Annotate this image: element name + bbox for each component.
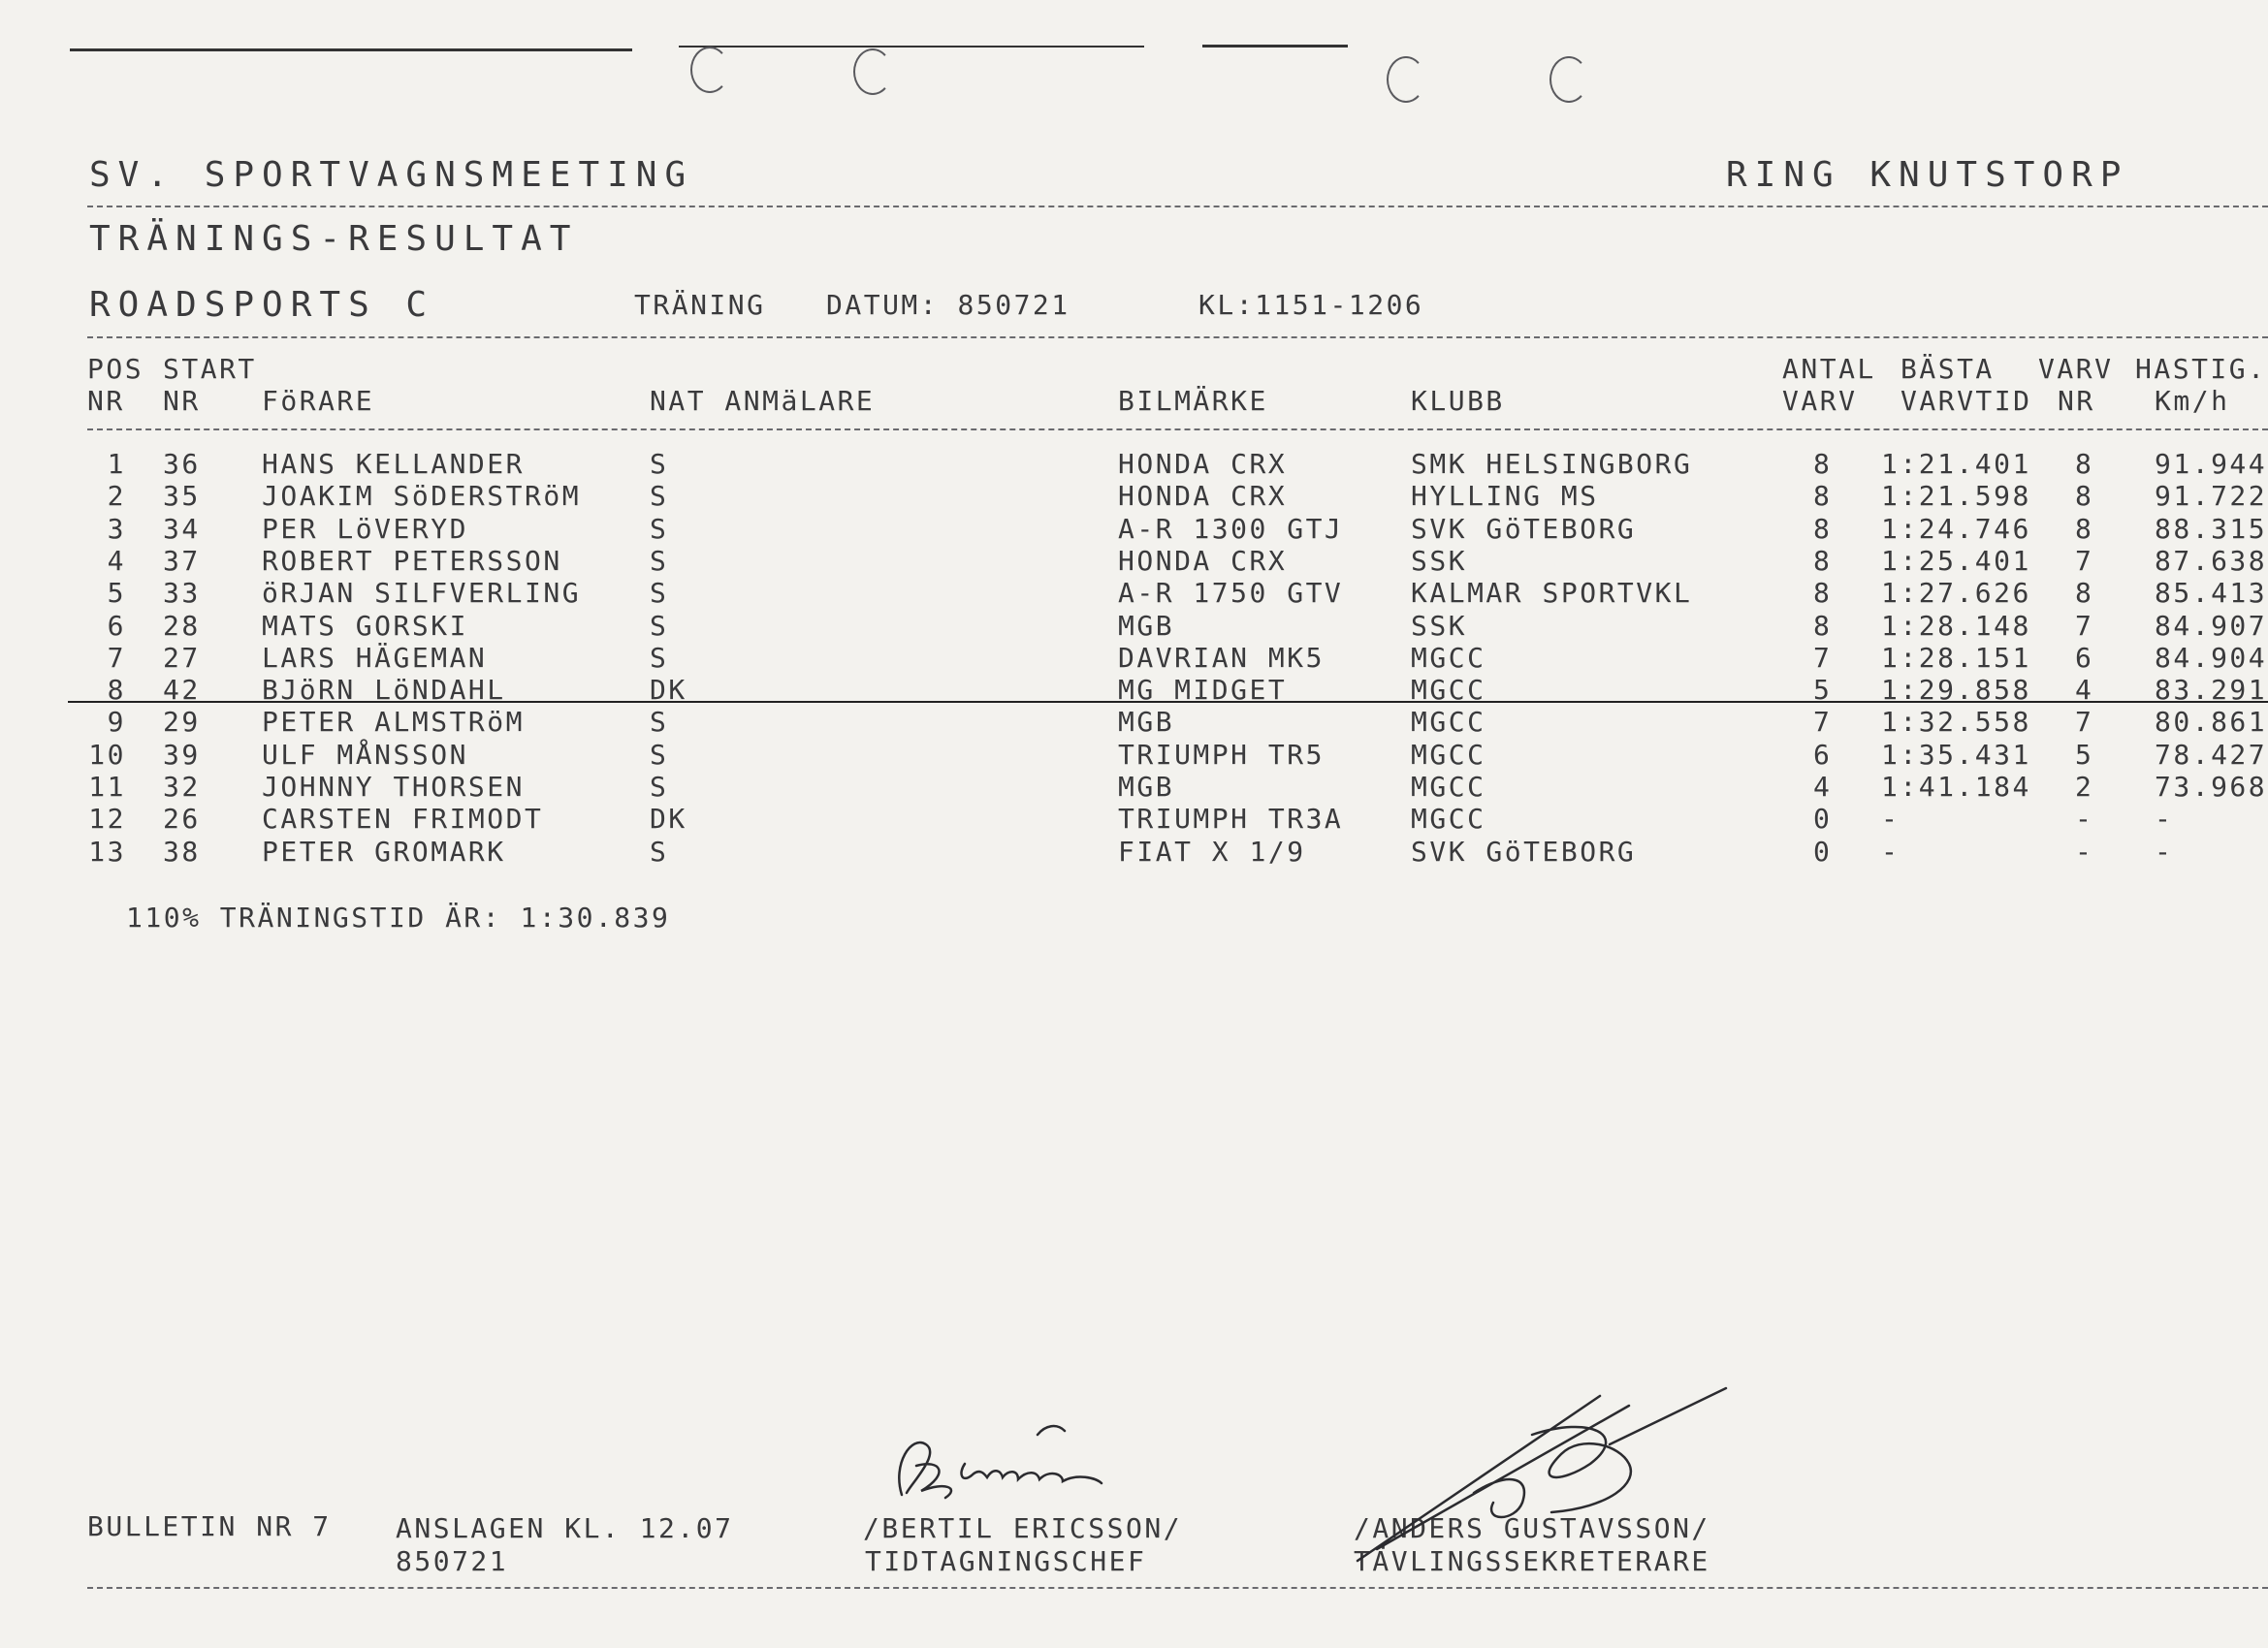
cell-best: 1:29.858 xyxy=(1881,674,2031,707)
col-pos-bottom: NR xyxy=(87,385,125,417)
signatory-2-role: TÄVLINGSSEKRETERARE xyxy=(1354,1545,1710,1577)
cell-speed: 84.907 xyxy=(2155,609,2268,642)
col-lapno-bottom: NR xyxy=(2058,385,2095,417)
cell-laps: 8 xyxy=(1813,512,1833,545)
qualification-note: 110% TRÄNINGSTID ÄR: 1:30.839 xyxy=(126,902,671,934)
cell-start: 39 xyxy=(163,738,201,771)
cell-nat: S xyxy=(650,512,669,545)
signature-2 xyxy=(1338,1377,1745,1570)
cell-laps: 8 xyxy=(1813,480,1833,513)
cell-car: MGB xyxy=(1118,609,1175,642)
cell-start: 37 xyxy=(163,544,201,577)
cell-driver: ULF MÅNSSON xyxy=(262,738,468,771)
cell-laps: 6 xyxy=(1813,738,1833,771)
cell-start: 32 xyxy=(163,771,201,803)
cell-club: HYLLING MS xyxy=(1411,480,1599,513)
cell-speed: 80.861 xyxy=(2155,706,2268,739)
cell-car: DAVRIAN MK5 xyxy=(1118,641,1325,674)
col-start-top: START xyxy=(163,353,257,385)
cell-start: 34 xyxy=(163,512,201,545)
cell-nat: DK xyxy=(650,674,687,707)
punch-hole-4 xyxy=(1549,56,1588,103)
punch-hole-3 xyxy=(1387,56,1425,103)
cell-car: MGB xyxy=(1118,706,1175,739)
cell-driver: ROBERT PETERSSON xyxy=(262,544,562,577)
cell-nat: S xyxy=(650,641,669,674)
cell-pos: 7 xyxy=(107,641,126,674)
cell-nat: S xyxy=(650,771,669,803)
cell-lap: 8 xyxy=(2075,448,2094,480)
cell-lap: 5 xyxy=(2075,738,2094,771)
cell-start: 27 xyxy=(163,641,201,674)
cell-nat: S xyxy=(650,544,669,577)
cell-laps: 8 xyxy=(1813,448,1833,480)
cell-car: HONDA CRX xyxy=(1118,544,1288,577)
cell-driver: JOAKIM SöDERSTRöM xyxy=(262,480,582,513)
col-laps-top: ANTAL xyxy=(1782,353,1876,385)
cell-start: 36 xyxy=(163,448,201,480)
cell-pos: 5 xyxy=(107,577,126,610)
posted-time: ANSLAGEN KL. 12.07 xyxy=(396,1512,734,1544)
top-edge-rule-left xyxy=(70,48,632,51)
bulletin-number: BULLETIN NR 7 xyxy=(87,1510,332,1542)
cell-driver: CARSTEN FRIMODT xyxy=(262,803,544,836)
cell-driver: JOHNNY THORSEN xyxy=(262,771,526,803)
signatory-1-role: TIDTAGNINGSCHEF xyxy=(865,1545,1147,1577)
col-driver: FöRARE xyxy=(262,385,375,417)
cell-pos: 4 xyxy=(107,544,126,577)
cell-start: 42 xyxy=(163,674,201,707)
cell-start: 35 xyxy=(163,480,201,513)
class-name: ROADSPORTS C xyxy=(89,285,435,325)
cell-nat: DK xyxy=(650,803,687,836)
cell-driver: BJöRN LöNDAHL xyxy=(262,674,506,707)
cell-lap: - xyxy=(2075,803,2094,836)
divider-1 xyxy=(87,206,2268,207)
cell-club: MGCC xyxy=(1411,641,1486,674)
cell-club: SSK xyxy=(1411,609,1468,642)
cell-best: 1:27.626 xyxy=(1881,577,2031,610)
cell-laps: 4 xyxy=(1813,771,1833,803)
cell-best: 1:28.148 xyxy=(1881,609,2031,642)
cell-club: MGCC xyxy=(1411,674,1486,707)
cell-best: - xyxy=(1881,803,1901,836)
cell-nat: S xyxy=(650,448,669,480)
cell-laps: 0 xyxy=(1813,803,1833,836)
qualification-cut-line xyxy=(68,701,2268,703)
cell-laps: 7 xyxy=(1813,706,1833,739)
cell-car: MGB xyxy=(1118,771,1175,803)
col-club: KLUBB xyxy=(1411,385,1505,417)
cell-pos: 6 xyxy=(107,609,126,642)
cell-speed: 73.968 xyxy=(2155,771,2268,803)
cell-nat: S xyxy=(650,609,669,642)
cell-club: SVK GöTEBORG xyxy=(1411,512,1637,545)
col-best-bottom: VARVTID xyxy=(1901,385,2032,417)
cell-best: 1:32.558 xyxy=(1881,706,2031,739)
cell-lap: 8 xyxy=(2075,512,2094,545)
cell-pos: 1 xyxy=(107,448,126,480)
cell-speed: 85.413 xyxy=(2155,577,2268,610)
cell-lap: - xyxy=(2075,835,2094,868)
signatory-1-name: /BERTIL ERICSSON/ xyxy=(863,1512,1183,1544)
divider-3 xyxy=(87,428,2268,430)
col-speed-top: HASTIG. xyxy=(2135,353,2267,385)
cell-best: 1:21.401 xyxy=(1881,448,2031,480)
col-car: BILMÄRKE xyxy=(1118,385,1268,417)
cell-lap: 8 xyxy=(2075,577,2094,610)
cell-pos: 10 xyxy=(88,738,126,771)
cell-best: 1:41.184 xyxy=(1881,771,2031,803)
cell-speed: 78.427 xyxy=(2155,738,2268,771)
cell-driver: PETER GROMARK xyxy=(262,835,506,868)
cell-lap: 7 xyxy=(2075,544,2094,577)
cell-speed: - xyxy=(2155,803,2174,836)
event-title: SV. SPORTVAGNSMEETING xyxy=(89,155,694,195)
cell-lap: 7 xyxy=(2075,706,2094,739)
cell-start: 26 xyxy=(163,803,201,836)
cell-lap: 6 xyxy=(2075,641,2094,674)
cell-laps: 8 xyxy=(1813,577,1833,610)
cell-nat: S xyxy=(650,706,669,739)
cell-pos: 3 xyxy=(107,512,126,545)
cell-club: SSK xyxy=(1411,544,1468,577)
cell-club: KALMAR SPORTVKL xyxy=(1411,577,1693,610)
cell-laps: 5 xyxy=(1813,674,1833,707)
cell-car: HONDA CRX xyxy=(1118,480,1288,513)
cell-pos: 9 xyxy=(107,706,126,739)
cell-speed: 87.638 xyxy=(2155,544,2268,577)
cell-best: 1:35.431 xyxy=(1881,738,2031,771)
cell-start: 33 xyxy=(163,577,201,610)
cell-car: A-R 1750 GTV xyxy=(1118,577,1344,610)
cell-club: MGCC xyxy=(1411,738,1486,771)
cell-pos: 12 xyxy=(88,803,126,836)
cell-pos: 2 xyxy=(107,480,126,513)
punch-hole-2 xyxy=(853,48,892,95)
cell-lap: 2 xyxy=(2075,771,2094,803)
cell-laps: 7 xyxy=(1813,641,1833,674)
cell-start: 28 xyxy=(163,609,201,642)
cell-car: TRIUMPH TR5 xyxy=(1118,738,1325,771)
cell-car: HONDA CRX xyxy=(1118,448,1288,480)
signature-1 xyxy=(873,1406,1202,1522)
col-nat-entrant: NAT ANMäLARE xyxy=(650,385,876,417)
cell-laps: 8 xyxy=(1813,544,1833,577)
cell-speed: 88.315 xyxy=(2155,512,2268,545)
cell-nat: S xyxy=(650,835,669,868)
cell-lap: 7 xyxy=(2075,609,2094,642)
cell-start: 29 xyxy=(163,706,201,739)
cell-nat: S xyxy=(650,480,669,513)
cell-pos: 13 xyxy=(88,835,126,868)
col-pos-top: POS xyxy=(87,353,144,385)
divider-bottom xyxy=(87,1587,2268,1589)
divider-2 xyxy=(87,336,2268,338)
cell-speed: 91.722 xyxy=(2155,480,2268,513)
cell-pos: 11 xyxy=(88,771,126,803)
cell-driver: LARS HÄGEMAN xyxy=(262,641,488,674)
col-start-bottom: NR xyxy=(163,385,201,417)
cell-best: 1:24.746 xyxy=(1881,512,2031,545)
cell-nat: S xyxy=(650,738,669,771)
col-best-top: BÄSTA xyxy=(1901,353,1995,385)
col-laps-bottom: VARV xyxy=(1782,385,1858,417)
cell-lap: 4 xyxy=(2075,674,2094,707)
cell-best: 1:28.151 xyxy=(1881,641,2031,674)
cell-speed: 84.904 xyxy=(2155,641,2268,674)
cell-driver: PER LöVERYD xyxy=(262,512,468,545)
cell-club: MGCC xyxy=(1411,771,1486,803)
session-label: TRÄNING xyxy=(634,289,766,321)
col-speed-bottom: Km/h xyxy=(2155,385,2230,417)
cell-speed: 91.944 xyxy=(2155,448,2268,480)
cell-start: 38 xyxy=(163,835,201,868)
cell-best: 1:21.598 xyxy=(1881,480,2031,513)
cell-car: FIAT X 1/9 xyxy=(1118,835,1306,868)
posted-date: 850721 xyxy=(396,1545,509,1577)
venue-title: RING KNUTSTORP xyxy=(1726,155,2129,195)
cell-car: MG MIDGET xyxy=(1118,674,1288,707)
cell-laps: 0 xyxy=(1813,835,1833,868)
cell-driver: MATS GORSKI xyxy=(262,609,468,642)
cell-laps: 8 xyxy=(1813,609,1833,642)
date-label: DATUM: 850721 xyxy=(826,289,1070,321)
cell-club: SVK GöTEBORG xyxy=(1411,835,1637,868)
cell-speed: 83.291 xyxy=(2155,674,2268,707)
cell-best: - xyxy=(1881,835,1901,868)
cell-driver: PETER ALMSTRöM xyxy=(262,706,526,739)
document-subtitle: TRÄNINGS-RESULTAT xyxy=(89,219,579,259)
cell-lap: 8 xyxy=(2075,480,2094,513)
cell-club: MGCC xyxy=(1411,803,1486,836)
cell-car: A-R 1300 GTJ xyxy=(1118,512,1344,545)
cell-best: 1:25.401 xyxy=(1881,544,2031,577)
punch-hole-1 xyxy=(690,47,729,93)
signatory-2-name: /ANDERS GUSTAVSSON/ xyxy=(1354,1512,1710,1544)
cell-nat: S xyxy=(650,577,669,610)
cell-pos: 8 xyxy=(107,674,126,707)
cell-club: SMK HELSINGBORG xyxy=(1411,448,1693,480)
cell-club: MGCC xyxy=(1411,706,1486,739)
top-edge-rule-right xyxy=(1202,45,1348,48)
time-label: KL:1151-1206 xyxy=(1198,289,1424,321)
col-lapno-top: VARV xyxy=(2038,353,2114,385)
cell-speed: - xyxy=(2155,835,2174,868)
cell-car: TRIUMPH TR3A xyxy=(1118,803,1344,836)
cell-driver: HANS KELLANDER xyxy=(262,448,526,480)
cell-driver: öRJAN SILFVERLING xyxy=(262,577,582,610)
top-edge-rule-mid xyxy=(679,46,1144,48)
